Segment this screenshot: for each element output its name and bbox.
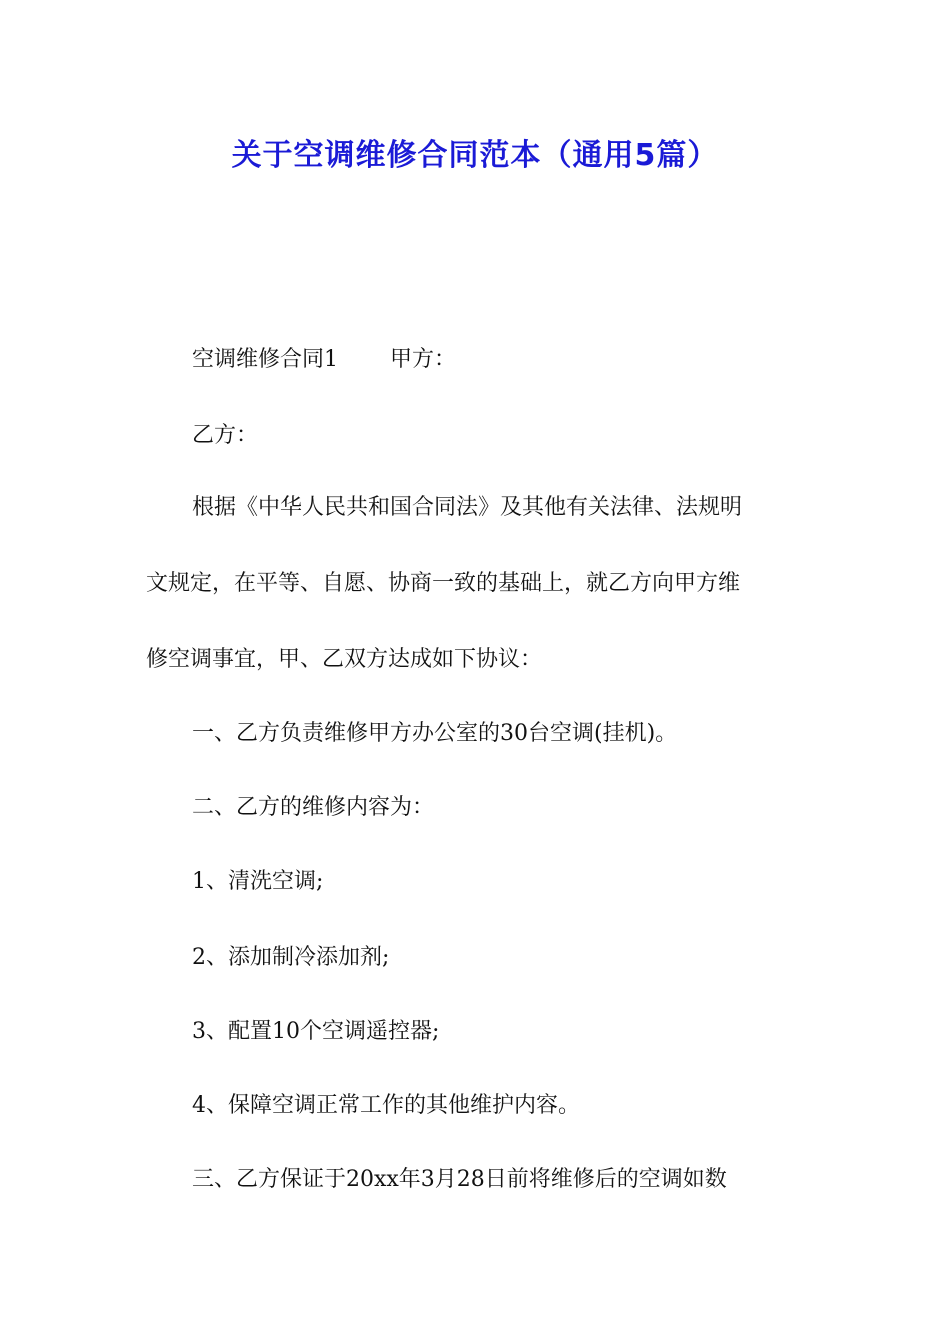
clause-2: 二、乙方的维修内容为： <box>192 795 435 820</box>
preamble-line-3: 修空调事宜，甲、乙双方达成如下协议： <box>146 647 543 672</box>
preamble-line-2: 文规定，在平等、自愿、协商一致的基础上，就乙方向甲方维 <box>146 571 741 596</box>
clause-3: 三、乙方保证于20xx年3月28日前将维修后的空调如数 <box>192 1167 727 1192</box>
preamble-line-1: 根据《中华人民共和国合同法》及其他有关法律、法规明 <box>192 495 743 520</box>
contract-heading-line <box>192 322 854 398</box>
party-a-label: 甲方： <box>390 347 457 372</box>
list-item: 2、添加制冷添加剂; <box>192 945 390 970</box>
list-item: 1、清洗空调; <box>192 869 324 894</box>
clause-1: 一、乙方负责维修甲方办公室的30台空调(挂机)。 <box>192 721 678 746</box>
party-b-label: 乙方： <box>192 423 259 448</box>
list-item: 3、配置10个空调遥控器; <box>192 1019 440 1044</box>
document-title: 关于空调维修合同范本（通用5篇） <box>231 138 719 173</box>
contract-heading: 空调维修合同1 <box>192 347 338 372</box>
list-item: 4、保障空调正常工作的其他维护内容。 <box>192 1093 580 1118</box>
